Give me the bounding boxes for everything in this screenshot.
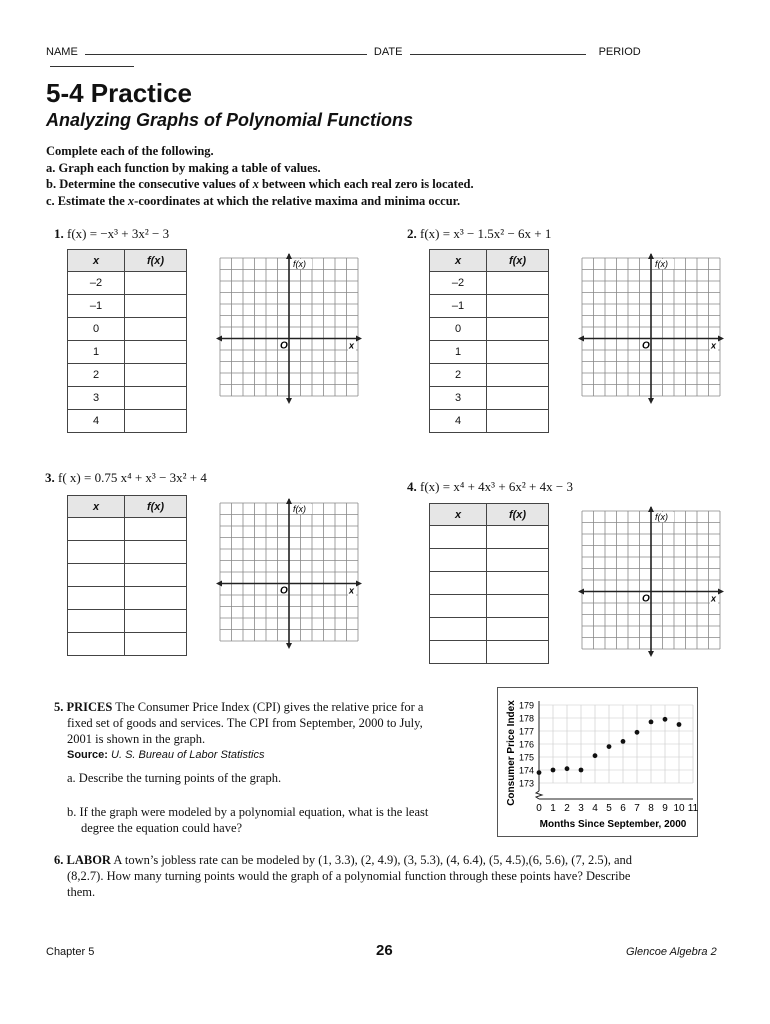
x-axis-arrow-right [356,336,362,342]
y-axis-arrow-up [286,253,292,259]
chart-x-label: Months Since September, 2000 [539,819,687,830]
data-point [565,766,570,771]
table-row [430,272,549,295]
instructions [46,143,474,209]
y-tick-label: 177 [518,726,534,737]
y-axis-arrow-up [648,506,654,512]
x-cell [430,549,487,572]
x-cell [430,641,487,664]
fx-cell[interactable] [487,387,549,410]
table-row [68,341,187,364]
fx-cell[interactable] [487,641,549,664]
col-fx-header: f(x) [487,250,549,272]
y-axis-arrow-down [286,643,292,649]
data-point [621,739,626,744]
table-row [68,272,187,295]
table-row [68,318,187,341]
problem-1-label: 1. f(x) = −x³ + 3x² − 3 [54,226,170,241]
data-point [593,753,598,758]
table-row [68,587,187,610]
problem-2-label: 2. f(x) = x³ − 1.5x² − 6x + 1 [407,226,552,241]
x-axis-arrow-left [216,336,222,342]
instruction-b: b. Determine the consecutive values of x between which each real zero is located. [46,177,474,191]
x-cell: –1 [68,295,125,318]
fx-cell[interactable] [487,272,549,295]
x-cell [430,526,487,549]
x-tick-label: 9 [662,803,668,814]
page-subtitle: Analyzing Graphs of Polynomial Functions [46,110,414,130]
fx-cell[interactable] [125,341,187,364]
fx-cell[interactable] [487,341,549,364]
page-title: 5-4 Practice [46,78,192,108]
fx-cell[interactable] [125,272,187,295]
table-row [430,549,549,572]
y-axis-arrow-down [286,398,292,404]
fx-cell[interactable] [487,572,549,595]
fx-cell[interactable] [487,410,549,433]
x-cell [430,572,487,595]
fx-cell[interactable] [487,318,549,341]
data-point [635,730,640,735]
problem-5-heading: PRICES [66,700,113,714]
footer-chapter: Chapter 5 [46,946,95,958]
problem-6-heading: LABOR [66,853,111,867]
x-cell: 3 [68,387,125,410]
table-row [430,618,549,641]
fx-cell[interactable] [125,410,187,433]
problem-6: 6. LABOR A town’s jobless rate can be modeled by (1, 3.3), (2, 4.9), (3, 5.3), (4, 6.4), (5, 4.5),(6, 5.6), (7, 2.5), and (8,2.7). How many turning points would the graph of a polynomial function through these points have? Describe them. [54,853,633,899]
x-cell: 2 [68,364,125,387]
table-row [68,518,187,541]
problem-4-grid[interactable] [578,505,728,660]
data-point [677,722,682,727]
x-tick-label: 8 [648,803,654,814]
data-point [607,744,612,749]
table-row [430,295,549,318]
table-row [430,572,549,595]
date-blank[interactable] [410,54,586,55]
x-tick-label: 2 [564,803,570,814]
x-axis-arrow-left [578,589,584,595]
x-cell [68,587,125,610]
fx-cell[interactable] [125,518,187,541]
fx-cell[interactable] [125,387,187,410]
y-tick-label: 178 [518,713,534,724]
fx-cell[interactable] [487,364,549,387]
problem-1-table [67,249,187,433]
problem-5-part-b: b. If the graph were modeled by a polynomial equation, what is the least [67,805,429,819]
problem-5-source: Source: U. S. Bureau of Labor Statistics [67,749,265,761]
problem-2-grid[interactable] [578,252,728,407]
grid-origin-label: O [280,340,288,352]
table-row [68,364,187,387]
x-tick-label: 11 [687,803,698,814]
x-cell: 1 [68,341,125,364]
problem-3-grid[interactable] [216,497,366,652]
x-cell [68,633,125,656]
y-tick-label: 176 [518,739,534,750]
cpi-chart [497,687,698,837]
col-fx-header: f(x) [125,250,187,272]
x-axis-arrow-right [718,336,724,342]
x-cell: –2 [430,272,487,295]
table-row [68,387,187,410]
table-header-row [68,250,187,272]
x-cell [68,610,125,633]
col-fx-header: f(x) [125,496,187,518]
table-row [68,410,187,433]
x-axis-arrow-right [718,589,724,595]
table-header-row [68,496,187,518]
y-axis-arrow-up [286,498,292,504]
data-point [649,720,654,725]
grid-y-label: f(x) [655,259,668,269]
fx-cell[interactable] [487,618,549,641]
grid-y-label: f(x) [655,512,668,522]
x-cell: 4 [430,410,487,433]
x-cell [68,564,125,587]
fx-cell[interactable] [487,595,549,618]
table-row [68,633,187,656]
grid-x-label: x [711,340,717,351]
grid-x-label: x [349,585,355,596]
table-row [68,295,187,318]
date-label: DATE [373,46,403,58]
fx-cell[interactable] [125,295,187,318]
header-line [46,46,726,70]
instructions-intro: Complete each of the following. [46,144,214,158]
fx-cell[interactable] [487,549,549,572]
name-blank[interactable] [85,54,367,55]
col-x-header: x [68,496,125,518]
instruction-c: c. Estimate the x-coordinates at which the relative maxima and minima occur. [46,193,461,208]
period-blank[interactable] [50,66,134,67]
grid-origin-label: O [642,593,650,605]
x-tick-label: 10 [673,803,685,814]
x-cell: –2 [68,272,125,295]
x-tick-label: 4 [592,803,598,814]
grid-origin-label: O [642,340,650,352]
problem-3-label: 3. f( x) = 0.75 x⁴ + x³ − 3x² + 4 [45,470,207,485]
chart-y-label: Consumer Price Index [506,700,517,806]
y-tick-label: 179 [518,700,534,711]
fx-cell[interactable] [125,610,187,633]
period-label: PERIOD [598,46,641,58]
fx-cell[interactable] [125,541,187,564]
table-row [68,564,187,587]
x-cell [430,595,487,618]
table-row [430,410,549,433]
fx-cell[interactable] [125,364,187,387]
table-header-row [430,504,549,526]
table-row [430,595,549,618]
y-tick-label: 175 [518,752,534,763]
table-row [68,541,187,564]
problem-5: 5. PRICES The Consumer Price Index (CPI) gives the relative price for a fixed set of goods and services. The CPI from September, 2000 to July, 2001 is shown in the graph. Source: U. S. Bureau of Labor Statistics a. Describe the turning points of the graph. b. If the graph were modeled by a polynomial equation, what is the least degree the equation could have? [54,699,484,836]
table-row [68,610,187,633]
fx-cell[interactable] [125,633,187,656]
y-tick-label: 173 [518,778,534,789]
table-row [430,387,549,410]
problem-4-table [429,503,549,664]
x-tick-label: 5 [606,803,612,814]
x-axis-arrow-left [578,336,584,342]
instruction-a: a. Graph each function by making a table of values. [46,160,321,175]
table-row [430,526,549,549]
footer-page-number: 26 [376,942,393,959]
problem-6-num: 6. [54,853,64,867]
x-axis-arrow-right [356,581,362,587]
y-axis-arrow-up [648,253,654,259]
x-axis-arrow-left [216,581,222,587]
x-tick-label: 6 [620,803,626,814]
x-cell: 4 [68,410,125,433]
data-point [663,717,668,722]
table-row [430,364,549,387]
y-axis-arrow-down [648,651,654,657]
problem-1-grid[interactable] [216,252,366,407]
grid-y-label: f(x) [293,504,306,514]
col-x-header: x [68,250,125,272]
table-row [430,318,549,341]
grid-x-label: x [711,593,717,604]
col-fx-header: f(x) [487,504,549,526]
x-tick-label: 7 [634,803,640,814]
grid-x-label: x [349,340,355,351]
fx-cell[interactable] [125,587,187,610]
x-cell [430,618,487,641]
data-point [579,768,584,773]
x-tick-label: 1 [550,803,556,814]
x-cell: 0 [68,318,125,341]
x-tick-label: 3 [578,803,584,814]
grid-y-label: f(x) [293,259,306,269]
grid-origin-label: O [280,585,288,597]
table-header-row [430,250,549,272]
data-point [551,768,556,773]
x-cell: –1 [430,295,487,318]
col-x-header: x [430,504,487,526]
x-cell: 1 [430,341,487,364]
x-cell [68,518,125,541]
fx-cell[interactable] [125,318,187,341]
footer-book: Glencoe Algebra 2 [626,946,717,958]
problem-5-part-a: a. Describe the turning points of the graph. [67,771,282,785]
fx-cell[interactable] [125,564,187,587]
col-x-header: x [430,250,487,272]
data-point [537,770,542,775]
y-axis-arrow-down [648,398,654,404]
y-tick-label: 174 [518,765,534,776]
table-row [430,341,549,364]
x-cell: 0 [430,318,487,341]
fx-cell[interactable] [487,295,549,318]
x-cell: 2 [430,364,487,387]
table-row [430,641,549,664]
x-cell [68,541,125,564]
problem-2-table [429,249,549,433]
x-cell: 3 [430,387,487,410]
problem-3-table [67,495,187,656]
fx-cell[interactable] [487,526,549,549]
x-tick-label: 0 [536,803,542,814]
problem-5-num: 5. [54,700,64,714]
problem-4-label: 4. f(x) = x⁴ + 4x³ + 6x² + 4x − 3 [407,479,573,494]
name-label: NAME [46,46,78,58]
